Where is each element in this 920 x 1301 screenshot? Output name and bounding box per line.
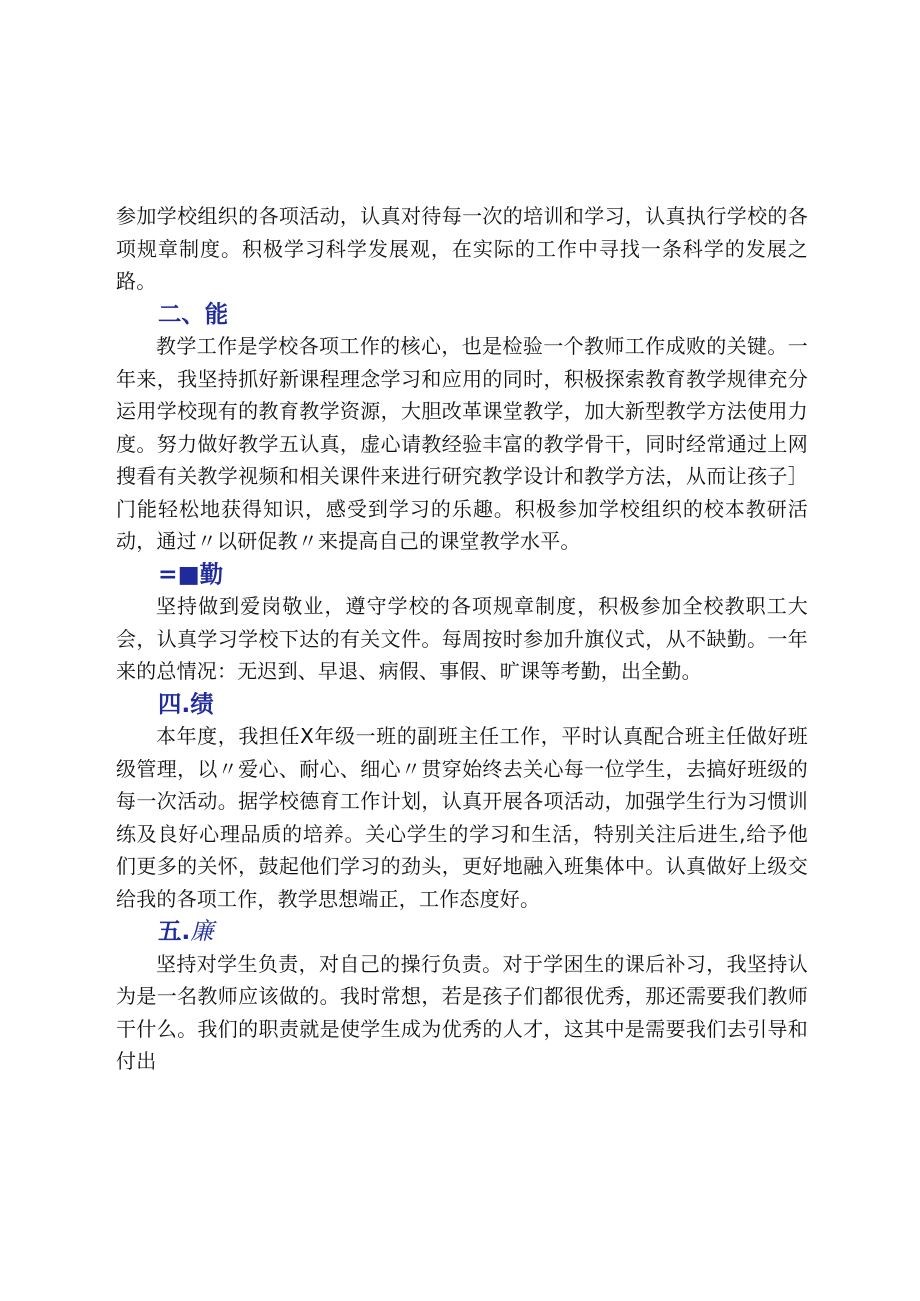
section-heading-integrity-prefix: 五. bbox=[158, 917, 191, 945]
section-body-ability: 教学工作是学校各项工作的核心，也是检验一个教师工作成败的关键。一年来，我坚持抓好新课程理念学习和应用的同时，积极探索教育教学规律充分运用学校现有的教育教学资源，大胆改革课堂教学，加大新型教学方法使用力度。努力做好教学五认真，虚心请教经验丰富的教学骨干，同时经常通过上网搜看有关教学视频和相关课件来进行研究教学设计和教学方法，从而让孩子］门能轻松地获得知识，感受到学习的乐趣。积极参加学校组织的校本教研活动，通过〃以研促教〃来提高自己的课堂教学水平。 bbox=[116, 334, 808, 553]
section-body-achievement: 本年度，我担任X年级一班的副班主任工作，平时认真配合班主任做好班级管理，以〃爱心、耐心、细心〃贯穿始终去关心每一位学生，去搞好班级的每一次活动。据学校德育工作计划，认真开展各项活动，加强学生行为习惯训练及良好心理品质的培养。关心学生的学习和生活，特别关注后进生,给予他们更多的关怀，鼓起他们学习的劲头，更好地融入班集体中。认真做好上级交给我的各项工作，教学思想端正，工作态度好。 bbox=[116, 724, 808, 911]
section-heading-ability: 二、能 bbox=[158, 299, 229, 328]
section-heading-integrity bbox=[116, 915, 808, 948]
intro-paragraph: 参加学校组织的各项活动，认真对待每一次的培训和学习，认真执行学校的各项规章制度。积极学习科学发展观，在实际的工作中寻找一条科学的发展之路。 bbox=[116, 204, 808, 293]
document-body bbox=[116, 200, 808, 1078]
section-heading-integrity-word: 廉 bbox=[190, 917, 214, 945]
section-body-diligence: 坚持做到爱岗敬业，遵守学校的各项规章制度，积极参加全校教职工大会，认真学习学校下达的有关文件。每周按时参加升旗仪式，从不缺勤。一年来的总情况：无迟到、早退、病假、事假、旷课等考勤，出全勤。 bbox=[116, 594, 808, 683]
section-body-integrity: 坚持对学生负责，对自己的操行负责。对于学困生的课后补习，我坚持认为是一名教师应该做的。我时常想，若是孩子们都很优秀，那还需要我们教师干什么。我们的职责就是使学生成为优秀的人才，这其中是需要我们去引导和付出 bbox=[116, 951, 808, 1073]
section-heading-diligence: =■勤 bbox=[158, 559, 224, 588]
section-heading-achievement: 四.绩 bbox=[158, 689, 214, 718]
